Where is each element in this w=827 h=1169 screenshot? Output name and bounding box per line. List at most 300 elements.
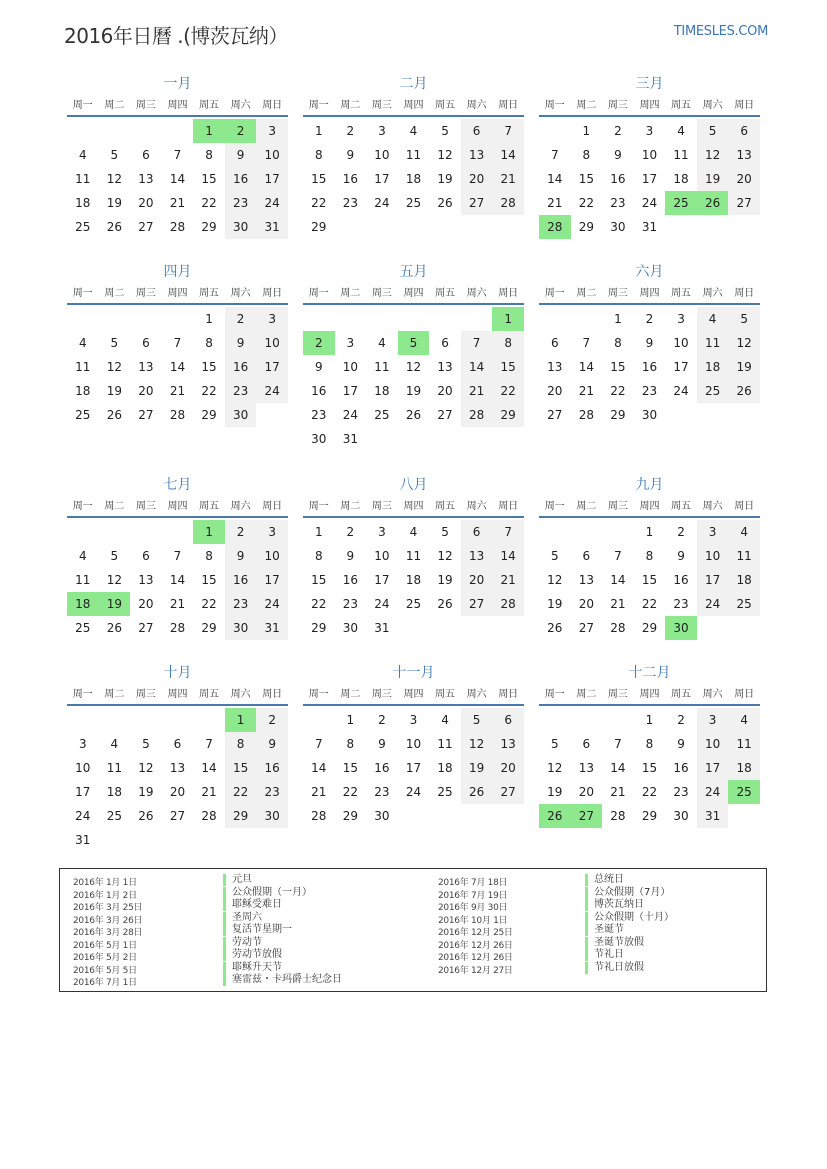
day-cell: 7: [173, 336, 182, 350]
weekday-header: [303, 95, 524, 117]
weekday-label: 周五: [199, 100, 220, 111]
legend-date: 2016年 12月 25日: [438, 928, 513, 938]
day-cell: 14: [492, 143, 524, 167]
legend-holiday-name: 元旦: [223, 874, 252, 886]
day-cell: 2: [378, 713, 386, 727]
day-cell: 26: [106, 621, 122, 635]
day-cell: 5: [110, 336, 119, 350]
weekday-header: [539, 684, 760, 706]
day-cell: 13: [547, 360, 563, 374]
day-cell: 22: [492, 379, 524, 403]
day-cell: 20: [547, 384, 563, 398]
day-cell: 4: [78, 549, 87, 563]
day-cell: 30: [641, 408, 658, 422]
day-cell: 31: [641, 220, 658, 234]
day-cell: 4: [78, 336, 87, 350]
day-cell: 14: [169, 172, 186, 186]
day-cell: 12: [697, 143, 729, 167]
day-cell: 12: [405, 360, 422, 374]
day-cell: 2: [225, 520, 257, 544]
weekday-label: 周一: [308, 288, 329, 299]
day-cell: 24: [641, 196, 658, 210]
weekday-label: 周五: [199, 689, 220, 700]
weekday-label: 周六: [702, 689, 723, 700]
day-cell: 24: [374, 196, 390, 210]
day-cell: 20: [728, 167, 760, 191]
day-cell: 22: [311, 597, 327, 611]
day-cell: 10: [256, 331, 288, 355]
legend-holiday-name: 劳动节放假: [223, 949, 282, 961]
day-cell: 28: [492, 191, 524, 215]
weekday-label: 周二: [576, 100, 597, 111]
day-cell: 11: [75, 172, 91, 186]
legend-holiday-name: 耶稣升天节: [223, 962, 282, 974]
day-cell: 28: [201, 809, 217, 823]
day-cell: 31: [75, 833, 91, 847]
day-cell: 8: [205, 549, 213, 563]
legend-holiday-name: 公众假期（7月）: [585, 887, 670, 899]
day-cell: 23: [374, 785, 390, 799]
day-cell: 15: [641, 573, 658, 587]
day-cell: 21: [169, 196, 186, 210]
weekday-label: 周六: [702, 100, 723, 111]
day-cell: 21: [578, 384, 594, 398]
day-cell: 3: [256, 520, 288, 544]
weekday-label: 周五: [435, 100, 456, 111]
day-cell: 8: [614, 336, 622, 350]
holiday-day-cell: 30: [665, 616, 697, 640]
day-cell: 9: [346, 148, 355, 162]
day-cell: 19: [138, 785, 154, 799]
day-cell: 24: [697, 592, 729, 616]
day-cell: 6: [728, 119, 760, 143]
day-cell: 8: [645, 737, 654, 751]
day-cell: 12: [547, 761, 563, 775]
weekday-label: 周一: [544, 100, 565, 111]
weekday-label: 周六: [702, 501, 723, 512]
day-cell: 28: [610, 809, 626, 823]
day-cell: 23: [256, 780, 288, 804]
weekday-label: 周二: [340, 689, 361, 700]
day-cell: 19: [437, 573, 453, 587]
day-cell: 2: [614, 124, 622, 138]
weekday-label: 周三: [135, 689, 156, 700]
day-cell: 1: [645, 525, 654, 539]
day-cell: 27: [492, 780, 524, 804]
weekday-label: 周四: [403, 288, 424, 299]
day-cell: 27: [437, 408, 453, 422]
day-cell: 18: [405, 573, 422, 587]
weekday-label: 周二: [104, 288, 125, 299]
day-cell: 1: [346, 713, 355, 727]
day-cell: 19: [547, 785, 563, 799]
day-cell: 24: [405, 785, 422, 799]
day-cell: 29: [610, 408, 626, 422]
weekday-label: 周一: [72, 288, 93, 299]
weekday-label: 周三: [607, 100, 628, 111]
day-cell: 27: [578, 621, 594, 635]
day-cell: 11: [728, 544, 760, 568]
day-cell: 25: [106, 809, 122, 823]
day-cell: 14: [547, 172, 563, 186]
day-cell: 13: [169, 761, 186, 775]
day-cell: 15: [225, 756, 257, 780]
weekday-label: 周六: [466, 501, 487, 512]
day-cell: 12: [547, 573, 563, 587]
legend-holiday-name: 节礼日: [585, 949, 624, 961]
day-cell: 17: [75, 785, 91, 799]
day-cell: 26: [405, 408, 422, 422]
weekday-label: 周五: [199, 288, 220, 299]
legend-date: 2016年 7月 18日: [438, 878, 508, 888]
day-cell: 24: [697, 780, 729, 804]
weekday-label: 周日: [734, 100, 755, 111]
legend-holiday-name: 圣诞节: [585, 924, 624, 936]
day-cell: 4: [409, 525, 418, 539]
day-cell: 21: [610, 785, 626, 799]
legend-date: 2016年 5月 2日: [73, 953, 137, 963]
legend-date: 2016年 10月 1日: [438, 915, 508, 926]
day-cell: 17: [256, 568, 288, 592]
day-cell: 10: [374, 549, 390, 563]
day-cell: 15: [311, 172, 327, 186]
weekday-header: [67, 283, 288, 305]
day-cell: 17: [342, 384, 358, 398]
weekday-label: 周二: [340, 288, 361, 299]
weekday-label: 周二: [340, 100, 361, 111]
day-cell: 30: [342, 621, 358, 635]
day-cell: 25: [75, 621, 91, 635]
weekday-label: 周五: [671, 100, 692, 111]
day-cell: 26: [461, 780, 493, 804]
day-cell: 29: [225, 804, 257, 828]
day-cell: 25: [405, 597, 422, 611]
weekday-label: 周三: [607, 689, 628, 700]
day-cell: 22: [225, 780, 257, 804]
day-cell: 5: [550, 549, 559, 563]
weekday-label: 周五: [435, 689, 456, 700]
day-cell: 11: [673, 148, 689, 162]
day-cell: 9: [645, 336, 654, 350]
day-cell: 30: [673, 809, 689, 823]
day-cell: 30: [225, 215, 257, 239]
day-cell: 29: [641, 621, 658, 635]
day-cell: 24: [673, 384, 689, 398]
day-cell: 8: [346, 737, 355, 751]
day-cell: 22: [641, 597, 658, 611]
month-name: 九月: [635, 477, 664, 493]
day-cell: 29: [578, 220, 594, 234]
day-cell: 26: [138, 809, 154, 823]
day-cell: 19: [461, 756, 493, 780]
day-cell: 18: [437, 761, 453, 775]
day-cell: 9: [378, 737, 386, 751]
holiday-day-cell: 18: [67, 592, 99, 616]
day-cell: 7: [614, 737, 622, 751]
day-cell: 14: [610, 573, 626, 587]
weekday-label: 周六: [466, 288, 487, 299]
day-cell: 2: [645, 312, 654, 326]
legend-holiday-name: 公众假期（一月）: [223, 887, 312, 899]
day-cell: 12: [106, 573, 122, 587]
weekday-header: [67, 684, 288, 706]
day-cell: 19: [437, 172, 453, 186]
weekday-label: 周二: [104, 501, 125, 512]
day-cell: 23: [225, 191, 257, 215]
weekday-label: 周一: [72, 100, 93, 111]
day-cell: 11: [405, 549, 422, 563]
day-cell: 17: [405, 761, 422, 775]
legend-date: 2016年 12月 27日: [438, 965, 513, 976]
day-cell: 4: [728, 708, 760, 732]
weekday-label: 周一: [544, 501, 565, 512]
day-cell: 21: [311, 785, 327, 799]
weekday-header: [67, 95, 288, 117]
day-cell: 3: [378, 525, 386, 539]
day-cell: 7: [173, 148, 182, 162]
day-cell: 17: [256, 167, 288, 191]
day-cell: 16: [673, 761, 689, 775]
day-cell: 2: [677, 525, 685, 539]
weekday-header: [67, 496, 288, 518]
day-cell: 8: [314, 148, 323, 162]
holiday-day-cell: 1: [225, 708, 257, 732]
day-cell: 31: [342, 432, 358, 446]
day-cell: 23: [673, 785, 689, 799]
day-cell: 20: [578, 785, 594, 799]
weekday-label: 周日: [262, 689, 283, 700]
day-cell: 28: [461, 403, 493, 427]
day-cell: 17: [697, 568, 729, 592]
day-cell: 23: [225, 592, 257, 616]
day-cell: 23: [673, 597, 689, 611]
day-cell: 29: [311, 220, 327, 234]
day-cell: 5: [441, 525, 449, 539]
weekday-label: 周六: [466, 689, 487, 700]
day-cell: 10: [75, 761, 91, 775]
day-cell: 1: [205, 312, 213, 326]
day-cell: 29: [641, 809, 658, 823]
day-cell: 5: [110, 148, 119, 162]
day-cell: 13: [461, 143, 493, 167]
day-cell: 26: [547, 621, 563, 635]
day-cell: 22: [641, 785, 658, 799]
day-cell: 7: [582, 336, 591, 350]
day-cell: 18: [405, 172, 422, 186]
day-cell: 22: [610, 384, 626, 398]
day-cell: 20: [169, 785, 186, 799]
day-cell: 11: [437, 737, 453, 751]
day-cell: 31: [256, 215, 288, 239]
day-cell: 27: [461, 191, 493, 215]
day-cell: 4: [677, 124, 685, 138]
weekday-label: 周四: [167, 100, 188, 111]
weekday-label: 周一: [72, 689, 93, 700]
weekday-label: 周二: [576, 689, 597, 700]
day-cell: 18: [374, 384, 390, 398]
legend-date: 2016年 5月 1日: [73, 940, 137, 951]
holiday-day-cell: 1: [193, 520, 225, 544]
legend-date: 2016年 3月 28日: [73, 928, 143, 938]
weekday-label: 周日: [498, 100, 519, 111]
month-name: 二月: [399, 76, 428, 92]
weekday-header: [303, 684, 524, 706]
day-cell: 29: [492, 403, 524, 427]
day-cell: 7: [614, 549, 622, 563]
day-cell: 6: [142, 549, 150, 563]
day-cell: 20: [437, 384, 453, 398]
day-cell: 18: [673, 172, 689, 186]
weekday-label: 周三: [135, 288, 156, 299]
day-cell: 26: [106, 220, 122, 234]
holiday-day-cell: 2: [303, 331, 335, 355]
day-cell: 30: [256, 804, 288, 828]
legend-date: 2016年 3月 26日: [73, 915, 143, 926]
holiday-day-cell: 26: [697, 191, 729, 215]
day-cell: 6: [441, 336, 449, 350]
legend-date: 2016年 1月 1日: [73, 878, 137, 888]
weekday-label: 周日: [734, 501, 755, 512]
day-cell: 8: [225, 732, 257, 756]
holiday-day-cell: 27: [571, 804, 603, 828]
day-cell: 16: [610, 172, 626, 186]
day-cell: 18: [75, 384, 91, 398]
day-cell: 31: [697, 804, 729, 828]
day-cell: 22: [201, 597, 217, 611]
day-cell: 13: [461, 544, 493, 568]
day-cell: 7: [173, 549, 182, 563]
day-cell: 13: [138, 360, 154, 374]
holiday-day-cell: 25: [728, 780, 760, 804]
weekday-label: 周日: [498, 689, 519, 700]
day-cell: 2: [346, 124, 355, 138]
day-cell: 9: [346, 549, 355, 563]
day-cell: 13: [578, 761, 594, 775]
day-cell: 14: [201, 761, 217, 775]
day-cell: 1: [314, 525, 323, 539]
legend-holiday-name: 圣诞节放假: [585, 937, 644, 949]
weekday-label: 周四: [403, 100, 424, 111]
day-cell: 20: [461, 568, 493, 592]
day-cell: 12: [437, 148, 453, 162]
day-cell: 6: [492, 708, 524, 732]
legend-holiday-name: 耶稣受难日: [223, 899, 282, 911]
day-cell: 19: [106, 384, 122, 398]
weekday-label: 周三: [135, 100, 156, 111]
day-cell: 28: [169, 408, 186, 422]
day-cell: 4: [110, 737, 119, 751]
day-cell: 15: [201, 172, 217, 186]
day-cell: 9: [677, 549, 685, 563]
day-cell: 15: [201, 573, 217, 587]
day-cell: 25: [75, 408, 91, 422]
day-cell: 9: [256, 732, 288, 756]
day-cell: 5: [461, 708, 493, 732]
day-cell: 17: [374, 573, 390, 587]
day-cell: 17: [641, 172, 658, 186]
day-cell: 31: [256, 616, 288, 640]
day-cell: 16: [673, 573, 689, 587]
weekday-label: 周五: [435, 288, 456, 299]
weekday-label: 周六: [702, 288, 723, 299]
day-cell: 31: [374, 621, 390, 635]
day-cell: 5: [697, 119, 729, 143]
day-cell: 27: [138, 621, 154, 635]
day-cell: 21: [169, 384, 186, 398]
day-cell: 24: [75, 809, 91, 823]
day-cell: 24: [256, 191, 288, 215]
day-cell: 30: [374, 809, 390, 823]
day-cell: 20: [578, 597, 594, 611]
site-link[interactable]: TIMESLES.COM: [673, 24, 768, 39]
day-cell: 20: [138, 597, 154, 611]
day-cell: 5: [110, 549, 119, 563]
day-cell: 7: [492, 119, 524, 143]
day-cell: 25: [374, 408, 390, 422]
day-cell: 3: [697, 520, 729, 544]
day-cell: 6: [550, 336, 559, 350]
day-cell: 10: [405, 737, 422, 751]
day-cell: 10: [697, 544, 729, 568]
day-cell: 16: [225, 167, 257, 191]
weekday-label: 周六: [230, 288, 251, 299]
day-cell: 25: [697, 379, 729, 403]
holiday-day-cell: 26: [539, 804, 571, 828]
weekday-label: 周三: [371, 501, 392, 512]
weekday-label: 周四: [167, 501, 188, 512]
day-cell: 22: [201, 384, 217, 398]
day-cell: 14: [169, 360, 186, 374]
day-cell: 2: [225, 307, 257, 331]
weekday-header: [539, 95, 760, 117]
weekday-label: 周日: [262, 100, 283, 111]
day-cell: 1: [314, 124, 323, 138]
day-cell: 17: [697, 756, 729, 780]
day-cell: 10: [673, 336, 689, 350]
day-cell: 6: [142, 336, 150, 350]
holiday-day-cell: 1: [492, 307, 524, 331]
day-cell: 8: [205, 148, 213, 162]
weekday-label: 周三: [371, 288, 392, 299]
day-cell: 29: [201, 220, 217, 234]
month-name: 八月: [399, 477, 428, 493]
day-cell: 10: [697, 732, 729, 756]
day-cell: 13: [437, 360, 453, 374]
day-cell: 19: [106, 196, 122, 210]
day-cell: 14: [311, 761, 327, 775]
day-cell: 4: [728, 520, 760, 544]
weekday-header: [303, 496, 524, 518]
day-cell: 6: [173, 737, 182, 751]
day-cell: 30: [610, 220, 626, 234]
legend-holiday-name: 公众假期（十月）: [585, 912, 674, 924]
month-name: 一月: [163, 76, 192, 92]
day-cell: 9: [225, 544, 257, 568]
weekday-label: 周六: [230, 100, 251, 111]
day-cell: 9: [677, 737, 685, 751]
day-cell: 28: [492, 592, 524, 616]
day-cell: 30: [225, 403, 257, 427]
holiday-day-cell: 19: [99, 592, 131, 616]
day-cell: 3: [378, 124, 386, 138]
day-cell: 17: [374, 172, 390, 186]
weekday-label: 周五: [671, 501, 692, 512]
weekday-label: 周六: [466, 100, 487, 111]
month-name: 四月: [163, 264, 192, 280]
day-cell: 14: [578, 360, 594, 374]
day-cell: 27: [138, 408, 154, 422]
month-name: 十月: [163, 665, 192, 681]
